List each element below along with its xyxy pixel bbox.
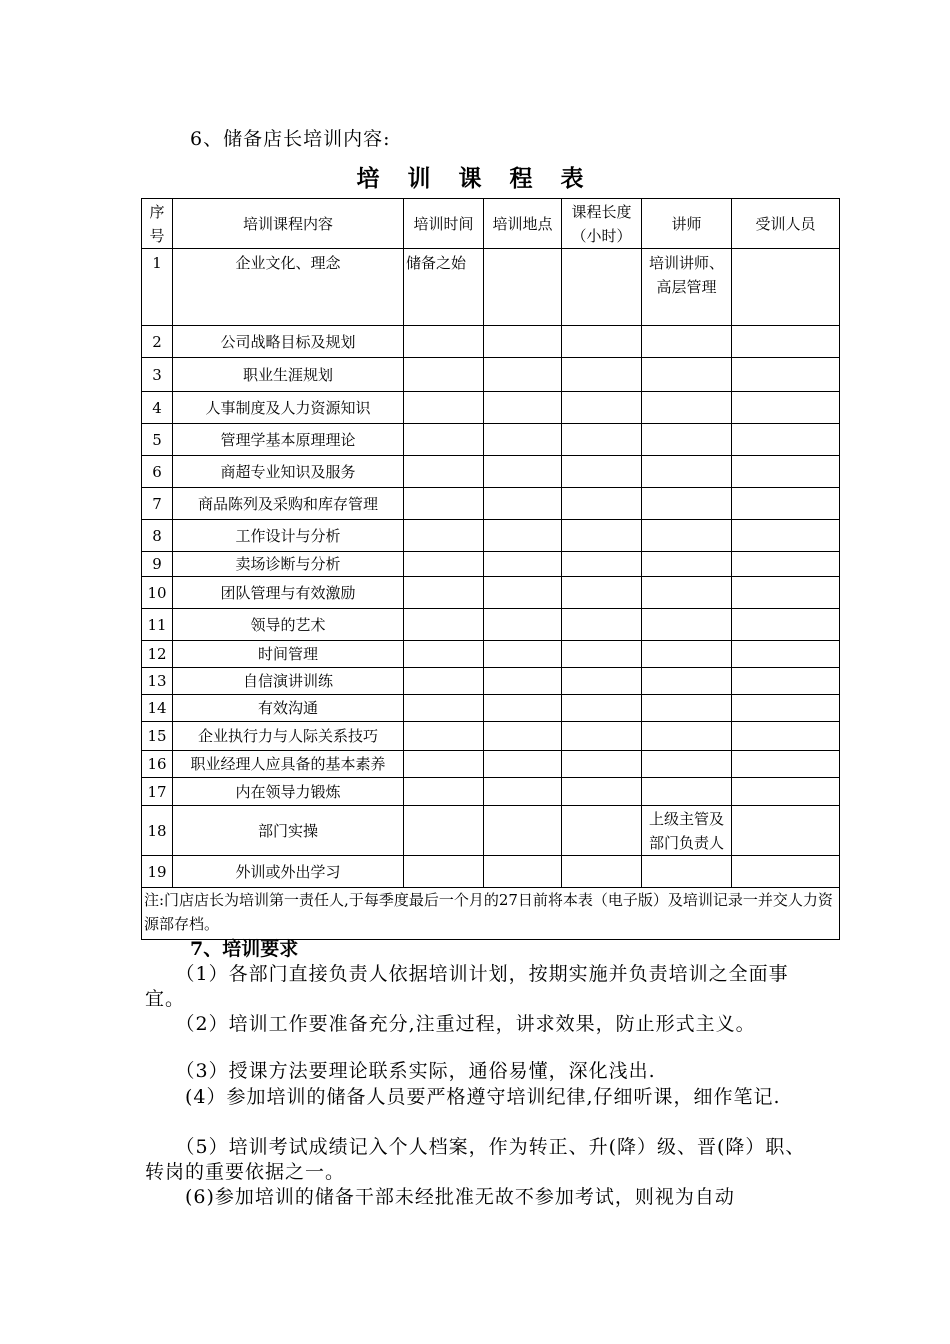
cell-trainee <box>732 520 840 552</box>
cell-length <box>562 722 642 751</box>
cell-length <box>562 751 642 778</box>
table-row <box>142 695 840 722</box>
cell-time: 储备之始 <box>404 249 484 326</box>
cell-place <box>484 577 562 609</box>
cell-trainee <box>732 392 840 424</box>
cell-course: 公司战略目标及规划 <box>173 326 404 358</box>
header-lecturer: 讲师 <box>642 199 732 249</box>
cell-time <box>404 806 484 856</box>
cell-course: 外训或外出学习 <box>173 856 404 888</box>
training-course-table <box>141 198 840 940</box>
cell-course: 内在领导力锻炼 <box>173 778 404 806</box>
cell-course: 卖场诊断与分析 <box>173 552 404 577</box>
header-no: 序号 <box>142 199 173 249</box>
cell-trainee <box>732 577 840 609</box>
table-title: 培 训 课 程 表 <box>356 165 594 192</box>
cell-place <box>484 609 562 641</box>
requirement-6: (6)参加培训的储备干部未经批准无故不参加考试，则视为自动 <box>145 1186 735 1208</box>
cell-course: 企业文化、理念 <box>173 249 404 326</box>
cell-course: 商品陈列及采购和库存管理 <box>173 488 404 520</box>
cell-course: 有效沟通 <box>173 695 404 722</box>
cell-trainee <box>732 722 840 751</box>
cell-lecturer <box>642 488 732 520</box>
cell-place <box>484 358 562 392</box>
cell-length <box>562 424 642 456</box>
requirement-3: （3）授课方法要理论联系实际，通俗易懂，深化浅出. <box>145 1060 656 1082</box>
cell-length <box>562 249 642 326</box>
cell-no: 11 <box>142 609 173 641</box>
cell-length <box>562 392 642 424</box>
cell-time <box>404 668 484 695</box>
cell-trainee <box>732 326 840 358</box>
table-row <box>142 358 840 392</box>
cell-time <box>404 778 484 806</box>
cell-place <box>484 424 562 456</box>
cell-no: 3 <box>142 358 173 392</box>
cell-lecturer <box>642 456 732 488</box>
cell-time <box>404 577 484 609</box>
cell-no: 19 <box>142 856 173 888</box>
cell-lecturer <box>642 641 732 668</box>
cell-lecturer <box>642 392 732 424</box>
cell-length <box>562 856 642 888</box>
cell-trainee <box>732 641 840 668</box>
cell-course: 时间管理 <box>173 641 404 668</box>
cell-time <box>404 456 484 488</box>
table-row <box>142 609 840 641</box>
cell-no: 18 <box>142 806 173 856</box>
cell-no: 1 <box>142 249 173 326</box>
cell-course: 职业经理人应具备的基本素养 <box>173 751 404 778</box>
cell-course: 团队管理与有效激励 <box>173 577 404 609</box>
cell-lecturer <box>642 722 732 751</box>
table-row <box>142 856 840 888</box>
cell-time <box>404 641 484 668</box>
cell-lecturer <box>642 424 732 456</box>
cell-place <box>484 249 562 326</box>
cell-no: 8 <box>142 520 173 552</box>
cell-no: 15 <box>142 722 173 751</box>
table-row <box>142 668 840 695</box>
cell-no: 12 <box>142 641 173 668</box>
cell-course: 自信演讲训练 <box>173 668 404 695</box>
cell-lecturer: 上级主管及部门负责人 <box>642 806 732 856</box>
cell-length <box>562 358 642 392</box>
section-6-heading: 6、储备店长培训内容: <box>190 128 391 150</box>
table-row <box>142 456 840 488</box>
cell-lecturer <box>642 577 732 609</box>
cell-trainee <box>732 778 840 806</box>
cell-time <box>404 552 484 577</box>
cell-place <box>484 326 562 358</box>
cell-place <box>484 456 562 488</box>
cell-length <box>562 778 642 806</box>
cell-time <box>404 326 484 358</box>
cell-place <box>484 641 562 668</box>
cell-trainee <box>732 806 840 856</box>
cell-no: 17 <box>142 778 173 806</box>
cell-time <box>404 358 484 392</box>
cell-place <box>484 722 562 751</box>
cell-length <box>562 488 642 520</box>
cell-place <box>484 856 562 888</box>
cell-course: 人事制度及人力资源知识 <box>173 392 404 424</box>
cell-time <box>404 695 484 722</box>
cell-trainee <box>732 456 840 488</box>
cell-length <box>562 577 642 609</box>
cell-length <box>562 668 642 695</box>
cell-length <box>562 326 642 358</box>
cell-no: 5 <box>142 424 173 456</box>
cell-lecturer <box>642 358 732 392</box>
cell-no: 2 <box>142 326 173 358</box>
cell-trainee <box>732 751 840 778</box>
cell-time <box>404 488 484 520</box>
table-row <box>142 424 840 456</box>
cell-course: 领导的艺术 <box>173 609 404 641</box>
header-length: 课程长度（小时） <box>562 199 642 249</box>
cell-place <box>484 806 562 856</box>
table-row <box>142 722 840 751</box>
table-row <box>142 751 840 778</box>
cell-trainee <box>732 552 840 577</box>
cell-length <box>562 641 642 668</box>
cell-place <box>484 778 562 806</box>
cell-length <box>562 520 642 552</box>
cell-lecturer <box>642 778 732 806</box>
cell-no: 14 <box>142 695 173 722</box>
header-time: 培训时间 <box>404 199 484 249</box>
cell-time <box>404 424 484 456</box>
cell-lecturer <box>642 668 732 695</box>
cell-length <box>562 695 642 722</box>
cell-course: 管理学基本原理理论 <box>173 424 404 456</box>
cell-no: 6 <box>142 456 173 488</box>
cell-lecturer: 培训讲师、高层管理 <box>642 249 732 326</box>
cell-length <box>562 806 642 856</box>
table-note: 注:门店店长为培训第一责任人,于每季度最后一个月的27日前将本表（电子版）及培训记录一并交人力资源部存档。 <box>142 888 840 940</box>
cell-lecturer <box>642 695 732 722</box>
table-header-row <box>142 199 840 249</box>
cell-place <box>484 695 562 722</box>
cell-time <box>404 856 484 888</box>
cell-no: 10 <box>142 577 173 609</box>
requirement-4: (4）参加培训的储备人员要严格遵守培训纪律,仔细听课，细作笔记. <box>145 1086 781 1108</box>
cell-lecturer <box>642 609 732 641</box>
cell-no: 4 <box>142 392 173 424</box>
cell-trainee <box>732 609 840 641</box>
requirement-1: （1）各部门直接负责人依据培训计划，按期实施并负责培训之全面事宜。 <box>145 963 789 1010</box>
cell-place <box>484 552 562 577</box>
cell-place <box>484 392 562 424</box>
cell-time <box>404 751 484 778</box>
cell-place <box>484 668 562 695</box>
cell-length <box>562 552 642 577</box>
cell-course: 职业生涯规划 <box>173 358 404 392</box>
header-place: 培训地点 <box>484 199 562 249</box>
cell-course: 企业执行力与人际关系技巧 <box>173 722 404 751</box>
cell-lecturer <box>642 552 732 577</box>
table-row <box>142 641 840 668</box>
cell-trainee <box>732 488 840 520</box>
cell-trainee <box>732 668 840 695</box>
table-row <box>142 778 840 806</box>
table-row <box>142 520 840 552</box>
cell-no: 9 <box>142 552 173 577</box>
table-row <box>142 392 840 424</box>
cell-place <box>484 488 562 520</box>
cell-length <box>562 609 642 641</box>
table-row <box>142 577 840 609</box>
cell-lecturer <box>642 520 732 552</box>
cell-trainee <box>732 249 840 326</box>
cell-trainee <box>732 695 840 722</box>
table-row <box>142 249 840 326</box>
requirement-2: （2）培训工作要准备充分,注重过程，讲求效果，防止形式主义。 <box>145 1013 756 1035</box>
cell-trainee <box>732 424 840 456</box>
table-row <box>142 806 840 856</box>
cell-lecturer <box>642 856 732 888</box>
header-trainee: 受训人员 <box>732 199 840 249</box>
cell-no: 16 <box>142 751 173 778</box>
cell-length <box>562 456 642 488</box>
table-row <box>142 326 840 358</box>
cell-time <box>404 722 484 751</box>
requirement-5: （5）培训考试成绩记入个人档案，作为转正、升(降）级、晋(降）职、转岗的重要依据之一。 <box>145 1136 806 1183</box>
cell-no: 13 <box>142 668 173 695</box>
cell-place <box>484 751 562 778</box>
cell-lecturer <box>642 751 732 778</box>
cell-course: 工作设计与分析 <box>173 520 404 552</box>
table-row <box>142 552 840 577</box>
cell-time <box>404 609 484 641</box>
header-course: 培训课程内容 <box>173 199 404 249</box>
cell-trainee <box>732 856 840 888</box>
cell-course: 部门实操 <box>173 806 404 856</box>
cell-course: 商超专业知识及服务 <box>173 456 404 488</box>
table-row <box>142 488 840 520</box>
cell-time <box>404 392 484 424</box>
cell-lecturer <box>642 326 732 358</box>
cell-time <box>404 520 484 552</box>
cell-no: 7 <box>142 488 173 520</box>
cell-place <box>484 520 562 552</box>
cell-trainee <box>732 358 840 392</box>
section-7-heading: 7、培训要求 <box>190 938 299 960</box>
